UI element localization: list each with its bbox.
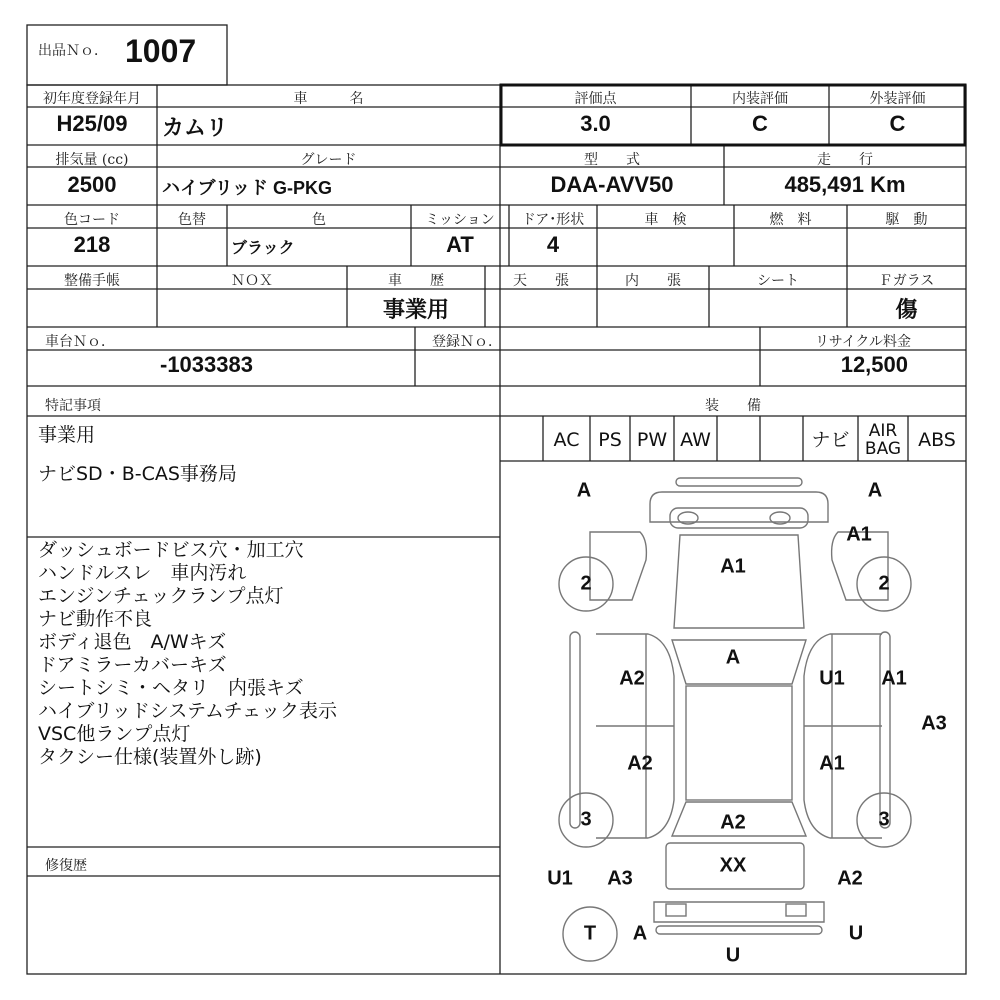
equipment-item (760, 420, 803, 460)
damage-mark: 3 (878, 808, 890, 831)
roof-lining-label: 天 張 (513, 273, 569, 289)
damage-mark: U1 (547, 867, 573, 890)
damage-mark: A2 (627, 752, 653, 775)
damage-mark: A (725, 646, 741, 669)
fuel-label: 燃 料 (769, 212, 812, 228)
note-line: ダッシュボードビス穴・加工穴 (38, 539, 304, 561)
damage-mark: U (848, 922, 864, 945)
grade-value: ハイブリッド G-PKG (162, 178, 333, 198)
color-code-label: 色コード (64, 212, 120, 228)
front-glass-label: Ｆガラス (878, 273, 935, 289)
note-line: ボディ退色 A/Wキズ (38, 631, 227, 653)
recycle-fee-value: 12,500 (840, 352, 908, 377)
model-label: 型 式 (584, 152, 640, 168)
history-value: 事業用 (382, 297, 449, 322)
mission-label: ミッション (425, 212, 495, 228)
interior-grade-value: C (752, 111, 768, 136)
model-value: DAA-AVV50 (550, 172, 674, 197)
damage-mark: A3 (921, 712, 947, 735)
note-line: タクシー仕様(装置外し跡) (38, 746, 262, 768)
equipment-item: ナビ (811, 429, 850, 451)
mileage-value: 485,491 Km (784, 172, 906, 197)
maintenance-book-label: 整備手帳 (64, 273, 120, 289)
recycle-fee-label: リサイクル料金 (814, 334, 912, 350)
interior-trim-label: 内 張 (625, 273, 681, 289)
exterior-grade-value: C (889, 111, 906, 136)
score-label: 評価点 (574, 91, 617, 107)
mission-value: AT (446, 232, 474, 257)
equipment-item: PW (636, 429, 668, 451)
equipment-item: PS (598, 429, 622, 451)
grade-label: グレード (300, 152, 357, 168)
note-line: ナビ動作不良 (38, 608, 153, 630)
door-value: 4 (546, 232, 560, 257)
recolor-label: 色替 (178, 212, 206, 228)
damage-mark: A (867, 479, 883, 502)
damage-mark: A1 (846, 523, 872, 546)
displacement-label: 排気量 (cc) (55, 152, 129, 168)
car-name-label: 車 名 (293, 91, 364, 107)
damage-mark: 3 (580, 808, 592, 831)
damage-mark: A1 (881, 667, 907, 690)
car-name-value: カムリ (162, 115, 229, 140)
color-value: ブラック (231, 240, 295, 257)
damage-mark: A (632, 922, 648, 945)
note-line: シートシミ・ヘタリ 内張キズ (38, 677, 304, 699)
history-label: 車 歴 (388, 273, 444, 289)
seat-label: シート (757, 273, 799, 289)
damage-mark: A1 (819, 752, 845, 775)
interior-grade-label: 内装評価 (732, 91, 788, 107)
damage-mark: U1 (819, 667, 845, 690)
note-line: ドアミラーカバーキズ (38, 654, 227, 676)
front-glass-value: 傷 (895, 297, 918, 322)
damage-mark: A2 (720, 811, 746, 834)
chassis-no-value: -1033383 (160, 352, 253, 377)
equipment-item (717, 420, 760, 460)
equipment-item: AIR BAG (864, 421, 902, 459)
color-code-value: 218 (73, 232, 111, 257)
lot-number: 1007 (125, 33, 197, 69)
damage-mark: A (576, 479, 592, 502)
damage-mark: A3 (607, 867, 633, 890)
door-label: ドア･形状 (521, 212, 585, 228)
inspection-label: 車 検 (644, 212, 687, 228)
notes-label: 特記事項 (45, 398, 101, 414)
lot-label: 出品Ｎｏ． (38, 43, 108, 59)
damage-mark: A2 (837, 867, 863, 890)
displacement-value: 2500 (67, 172, 117, 197)
color-label: 色 (312, 212, 326, 228)
equipment-item (500, 420, 543, 460)
note-line: ハンドルスレ 車内汚れ (38, 562, 247, 584)
equipment-label: 装 備 (705, 398, 761, 414)
damage-mark: XX (719, 854, 747, 877)
equipment-item: ABS (918, 429, 956, 451)
damage-mark: 2 (878, 572, 890, 595)
reg-date-value: H25/09 (56, 111, 128, 136)
nox-label: ＮＯＸ (231, 273, 273, 289)
note-line: ハイブリッドシステムチェック表示 (38, 700, 338, 722)
damage-mark: 2 (580, 572, 592, 595)
exterior-grade-label: 外装評価 (869, 91, 926, 107)
damage-mark: U (725, 944, 741, 967)
registration-no-label: 登録Ｎｏ． (432, 334, 502, 350)
damage-mark: A1 (720, 555, 746, 578)
note-line: ナビSD・B-CAS事務局 (38, 463, 237, 485)
score-value: 3.0 (580, 111, 611, 136)
note-line: 事業用 (38, 424, 96, 446)
reg-date-label: 初年度登録年月 (43, 91, 141, 107)
mileage-label: 走 行 (817, 152, 873, 168)
equipment-item: AW (680, 429, 711, 451)
chassis-no-label: 車台Ｎｏ． (45, 334, 115, 350)
repair-history-label: 修復歴 (45, 858, 87, 874)
note-line: エンジンチェックランプ点灯 (38, 585, 284, 607)
damage-mark: A2 (619, 667, 645, 690)
drive-label: 駆 動 (885, 212, 928, 228)
note-line: VSC他ランプ点灯 (38, 723, 191, 745)
equipment-item: AC (553, 429, 580, 451)
damage-mark: T (583, 922, 597, 945)
